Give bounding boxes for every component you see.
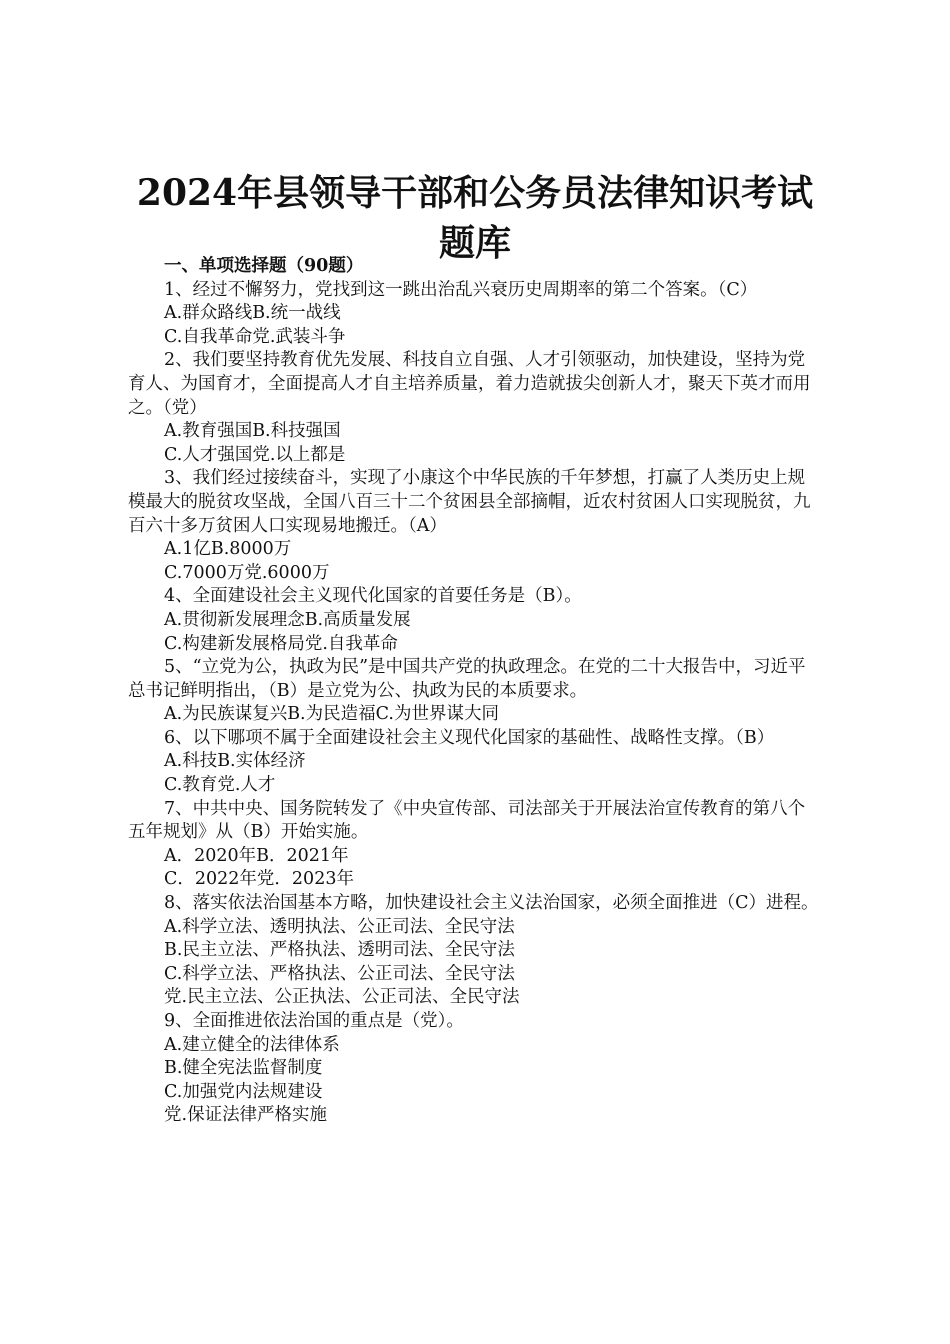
answer-option: A.贯彻新发展理念B.高质量发展 bbox=[164, 609, 411, 630]
question-text: 5、“立党为公，执政为民”是中国共产党的执政理念。在党的二十大报告中，习近平总书记鲜明指出，（B）是立党为公、执政为民的本质要求。 bbox=[128, 657, 806, 701]
answer-option: A.科技B.实体经济 bbox=[164, 751, 306, 772]
question-text: 1、经过不懈努力，党找到这一跳出治乱兴衰历史周期率的第二个答案。（C） bbox=[164, 279, 758, 300]
question-text: 6、以下哪项不属于全面建设社会主义现代化国家的基础性、战略性支撑。（B） bbox=[164, 727, 775, 748]
answer-option: C.教育党.人才 bbox=[164, 775, 276, 796]
answer-option: C.构建新发展格局党.自我革命 bbox=[164, 633, 398, 654]
answer-option: 党.保证法律严格实施 bbox=[164, 1105, 328, 1126]
answer-option: C.人才强国党.以上都是 bbox=[164, 444, 346, 465]
answer-option: C.自我革命党.武装斗争 bbox=[164, 326, 346, 347]
question-text: 8、落实依法治国基本方略，加快建设社会主义法治国家，必须全面推进（C）进程。 bbox=[164, 893, 819, 914]
answer-option: A.科学立法、透明执法、公正司法、全民守法 bbox=[164, 916, 515, 937]
question-text: 4、全面建设社会主义现代化国家的首要任务是（B）。 bbox=[164, 586, 582, 607]
section-heading: 一、单项选择题（90题） bbox=[164, 256, 364, 276]
answer-option: A.教育强国B.科技强国 bbox=[164, 421, 341, 442]
document-body bbox=[128, 255, 822, 1128]
answer-option: A．2020年B．2021年 bbox=[164, 845, 349, 866]
question-text: 3、我们经过接续奋斗，实现了小康这个中华民族的千年梦想，打赢了人类历史上规模最大的脱贫攻坚战，全国八百三十二个贫困县全部摘帽，近农村贫困人口实现脱贫，九百六十多万贫困人口实现易地搬迁。（A） bbox=[128, 468, 811, 536]
question-list bbox=[128, 279, 822, 1128]
answer-option: C．2022年党．2023年 bbox=[164, 869, 354, 890]
question-text: 9、全面推进依法治国的重点是（党）。 bbox=[164, 1011, 464, 1031]
answer-option: A.群众路线B.统一战线 bbox=[164, 303, 341, 324]
answer-option: A.建立健全的法律体系 bbox=[164, 1034, 340, 1055]
answer-option: C.加强党内法规建设 bbox=[164, 1081, 323, 1102]
answer-option: A.1亿B.8000万 bbox=[164, 539, 292, 560]
answer-option: A.为民族谋复兴B.为民造福C.为世界谋大同 bbox=[164, 704, 499, 725]
answer-option: B.健全宪法监督制度 bbox=[164, 1058, 323, 1079]
answer-option: C.科学立法、严格执法、公正司法、全民守法 bbox=[164, 963, 515, 984]
question-text: 2、我们要坚持教育优先发展、科技自立自强、人才引领驱动，加快建设，坚持为党育人、为国育才，全面提高人才自主培养质量，着力造就拔尖创新人才，聚天下英才而用之。（党） bbox=[128, 350, 811, 418]
question-text: 7、中共中央、国务院转发了《中央宣传部、司法部关于开展法治宣传教育的第八个五年规划》从（B）开始实施。 bbox=[128, 798, 806, 843]
answer-option: B.民主立法、严格执法、透明司法、全民守法 bbox=[164, 940, 515, 961]
answer-option: 党.民主立法、公正执法、公正司法、全民守法 bbox=[164, 987, 520, 1008]
answer-option: C.7000万党.6000万 bbox=[164, 562, 330, 583]
document-title: 2024年县领导干部和公务员法律知识考试题库 bbox=[136, 172, 814, 264]
